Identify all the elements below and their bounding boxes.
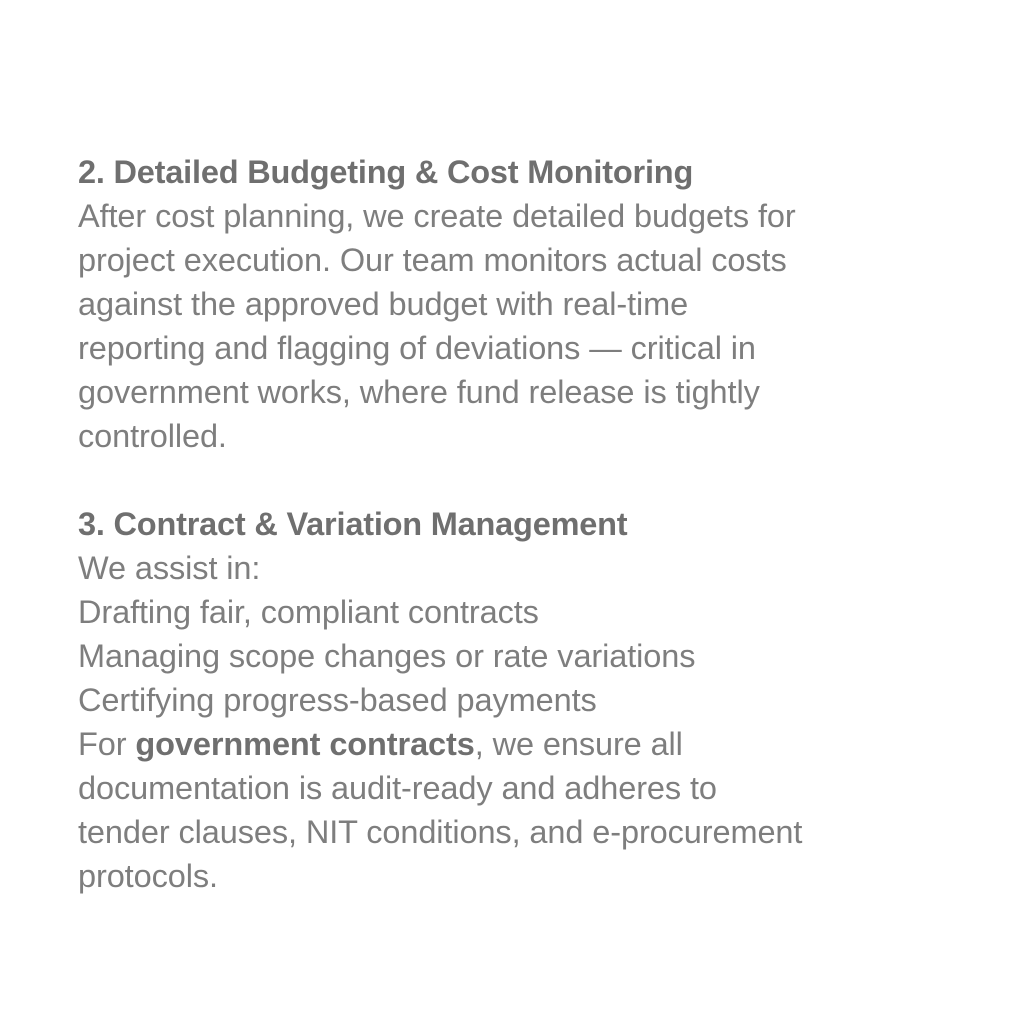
- paragraph-line: documentation is audit-ready and adheres to: [78, 770, 717, 806]
- paragraph-line: government works, where fund release is tightly: [78, 374, 760, 410]
- note-line: [78, 722, 964, 766]
- note-emphasis: government contracts: [135, 726, 475, 762]
- intro-line: We assist in:: [78, 550, 261, 586]
- list-item: Managing scope changes or rate variations: [78, 638, 696, 674]
- section-contract-variation: [78, 502, 964, 898]
- paragraph-line: After cost planning, we create detailed budgets for: [78, 198, 796, 234]
- paragraph-line: controlled.: [78, 418, 227, 454]
- section-heading: 2. Detailed Budgeting & Cost Monitoring: [78, 154, 694, 190]
- section-detailed-budgeting: [78, 150, 964, 458]
- note-suffix: , we ensure all: [474, 726, 683, 762]
- paragraph-line: protocols.: [78, 858, 218, 894]
- list-item: Certifying progress-based payments: [78, 682, 597, 718]
- paragraph-line: project execution. Our team monitors actual costs: [78, 242, 787, 278]
- section-heading: 3. Contract & Variation Management: [78, 506, 628, 542]
- paragraph-line: reporting and flagging of deviations — critical in: [78, 330, 756, 366]
- note-prefix: For: [78, 726, 136, 762]
- paragraph-line: tender clauses, NIT conditions, and e-procurement: [78, 814, 803, 850]
- list-item: Drafting fair, compliant contracts: [78, 594, 539, 630]
- paragraph-line: against the approved budget with real-time: [78, 286, 689, 322]
